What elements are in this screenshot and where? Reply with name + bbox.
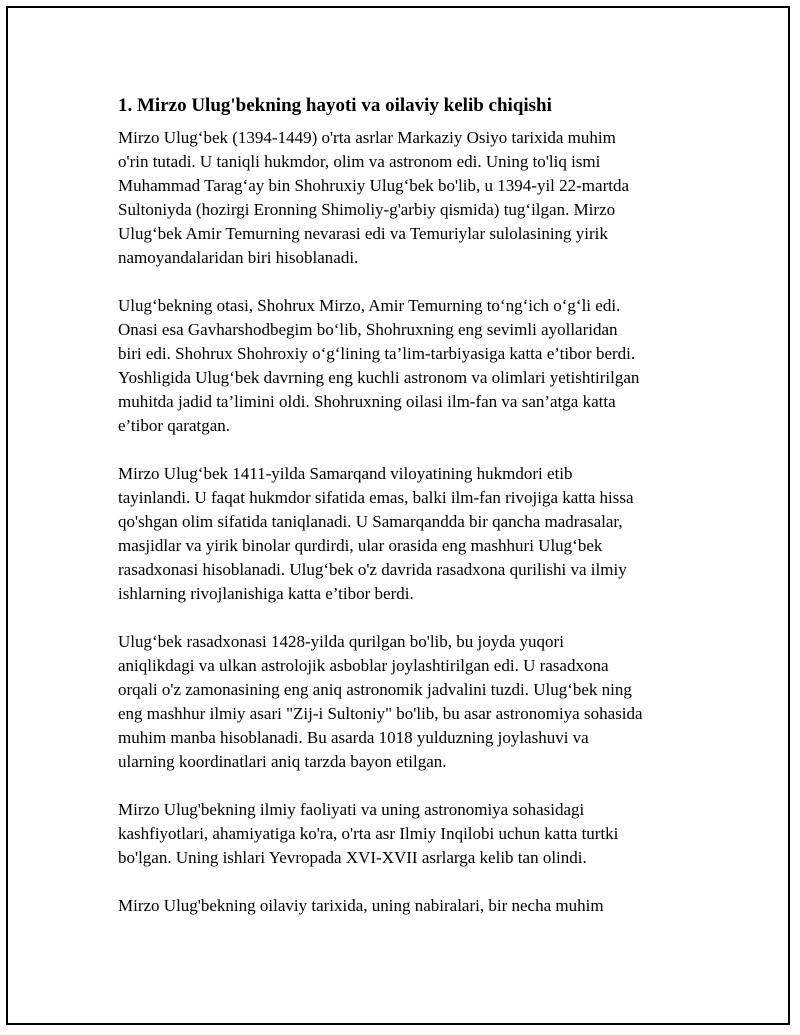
text-line: Onasi esa Gavharshodbegim bo‘lib, Shohruxning eng sevimli ayollaridan bbox=[118, 320, 618, 339]
text-line: Sultoniyda (hozirgi Eronning Shimoliy-g'arbiy qismida) tug‘ilgan. Mirzo bbox=[118, 200, 616, 219]
text-line: rasadxonasi hisoblanadi. Ulug‘bek o'z davrida rasadxona qurilishi va ilmiy bbox=[118, 560, 627, 579]
text-line: aniqlikdagi va ulkan astrolojik asboblar joylashtirilgan edi. U rasadxona bbox=[118, 656, 609, 675]
text-line: Mirzo Ulug'bekning ilmiy faoliyati va uning astronomiya sohasidagi bbox=[118, 800, 585, 819]
section-heading: 1. Mirzo Ulug'bekning hayoti va oilaviy kelib chiqishi bbox=[118, 95, 552, 116]
text-line: Ulug‘bek rasadxonasi 1428-yilda qurilgan bo'lib, bu joyda yuqori bbox=[118, 632, 564, 651]
paragraph-2 bbox=[118, 294, 718, 438]
text-line: o'rin tutadi. U taniqli hukmdor, olim va astronom edi. Uning to'liq ismi bbox=[118, 152, 601, 171]
text-line: ishlarning rivojlanishiga katta e’tibor berdi. bbox=[118, 584, 414, 603]
text-line: bo'lgan. Uning ishlari Yevropada XVI-XVII asrlarga kelib tan olindi. bbox=[118, 848, 587, 867]
text-line: Mirzo Ulug'bekning oilaviy tarixida, uning nabiralari, bir necha muhim bbox=[118, 896, 604, 915]
paragraph-5 bbox=[118, 798, 718, 870]
paragraph-3 bbox=[118, 462, 718, 606]
text-line: eng mashhur ilmiy asari "Zij-i Sultoniy" bo'lib, bu asar astronomiya sohasida bbox=[118, 704, 643, 723]
text-line: namoyandalaridan biri hisoblanadi. bbox=[118, 248, 359, 267]
text-line: orqali o'z zamonasining eng aniq astronomik jadvalini tuzdi. Ulug‘bek ning bbox=[118, 680, 632, 699]
paragraph-4 bbox=[118, 630, 718, 774]
text-line: Ulug‘bekning otasi, Shohrux Mirzo, Amir Temurning to‘ng‘ich o‘g‘li edi. bbox=[118, 296, 621, 315]
paragraph-1 bbox=[118, 126, 718, 270]
text-line: Yoshligida Ulug‘bek davrning eng kuchli astronom va olimlari yetishtirilgan bbox=[118, 368, 640, 387]
text-line: kashfiyotlari, ahamiyatiga ko'ra, o'rta asr Ilmiy Inqilobi uchun katta turtki bbox=[118, 824, 619, 843]
text-line: Mirzo Ulug‘bek (1394-1449) o'rta asrlar Markaziy Osiyo tarixida muhim bbox=[118, 128, 616, 147]
text-line: Ulug‘bek Amir Temurning nevarasi edi va Temuriylar sulolasining yirik bbox=[118, 224, 608, 243]
text-line: Mirzo Ulug‘bek 1411-yilda Samarqand viloyatining hukmdori etib bbox=[118, 464, 573, 483]
paragraph-6 bbox=[118, 894, 718, 918]
text-line: ularning koordinatlari aniq tarzda bayon etilgan. bbox=[118, 752, 447, 771]
text-line: qo'shgan olim sifatida taniqlanadi. U Samarqandda bir qancha madrasalar, bbox=[118, 512, 623, 531]
text-line: tayinlandi. U faqat hukmdor sifatida emas, balki ilm-fan rivojiga katta hissa bbox=[118, 488, 634, 507]
text-line: Muhammad Tarag‘ay bin Shohruxiy Ulug‘bek bo'lib, u 1394-yil 22-martda bbox=[118, 176, 629, 195]
text-line: e’tibor qaratgan. bbox=[118, 416, 231, 435]
text-line: biri edi. Shohrux Shohroxiy o‘g‘lining ta’lim-tarbiyasiga katta e’tibor berdi. bbox=[118, 344, 636, 363]
text-line: muhim manba hisoblanadi. Bu asarda 1018 yulduzning joylashuvi va bbox=[118, 728, 589, 747]
text-line: masjidlar va yirik binolar qurdirdi, ular orasida eng mashhuri Ulug‘bek bbox=[118, 536, 603, 555]
document-body bbox=[118, 92, 718, 942]
text-line: muhitda jadid ta’limini oldi. Shohruxning oilasi ilm-fan va san’atga katta bbox=[118, 392, 616, 411]
